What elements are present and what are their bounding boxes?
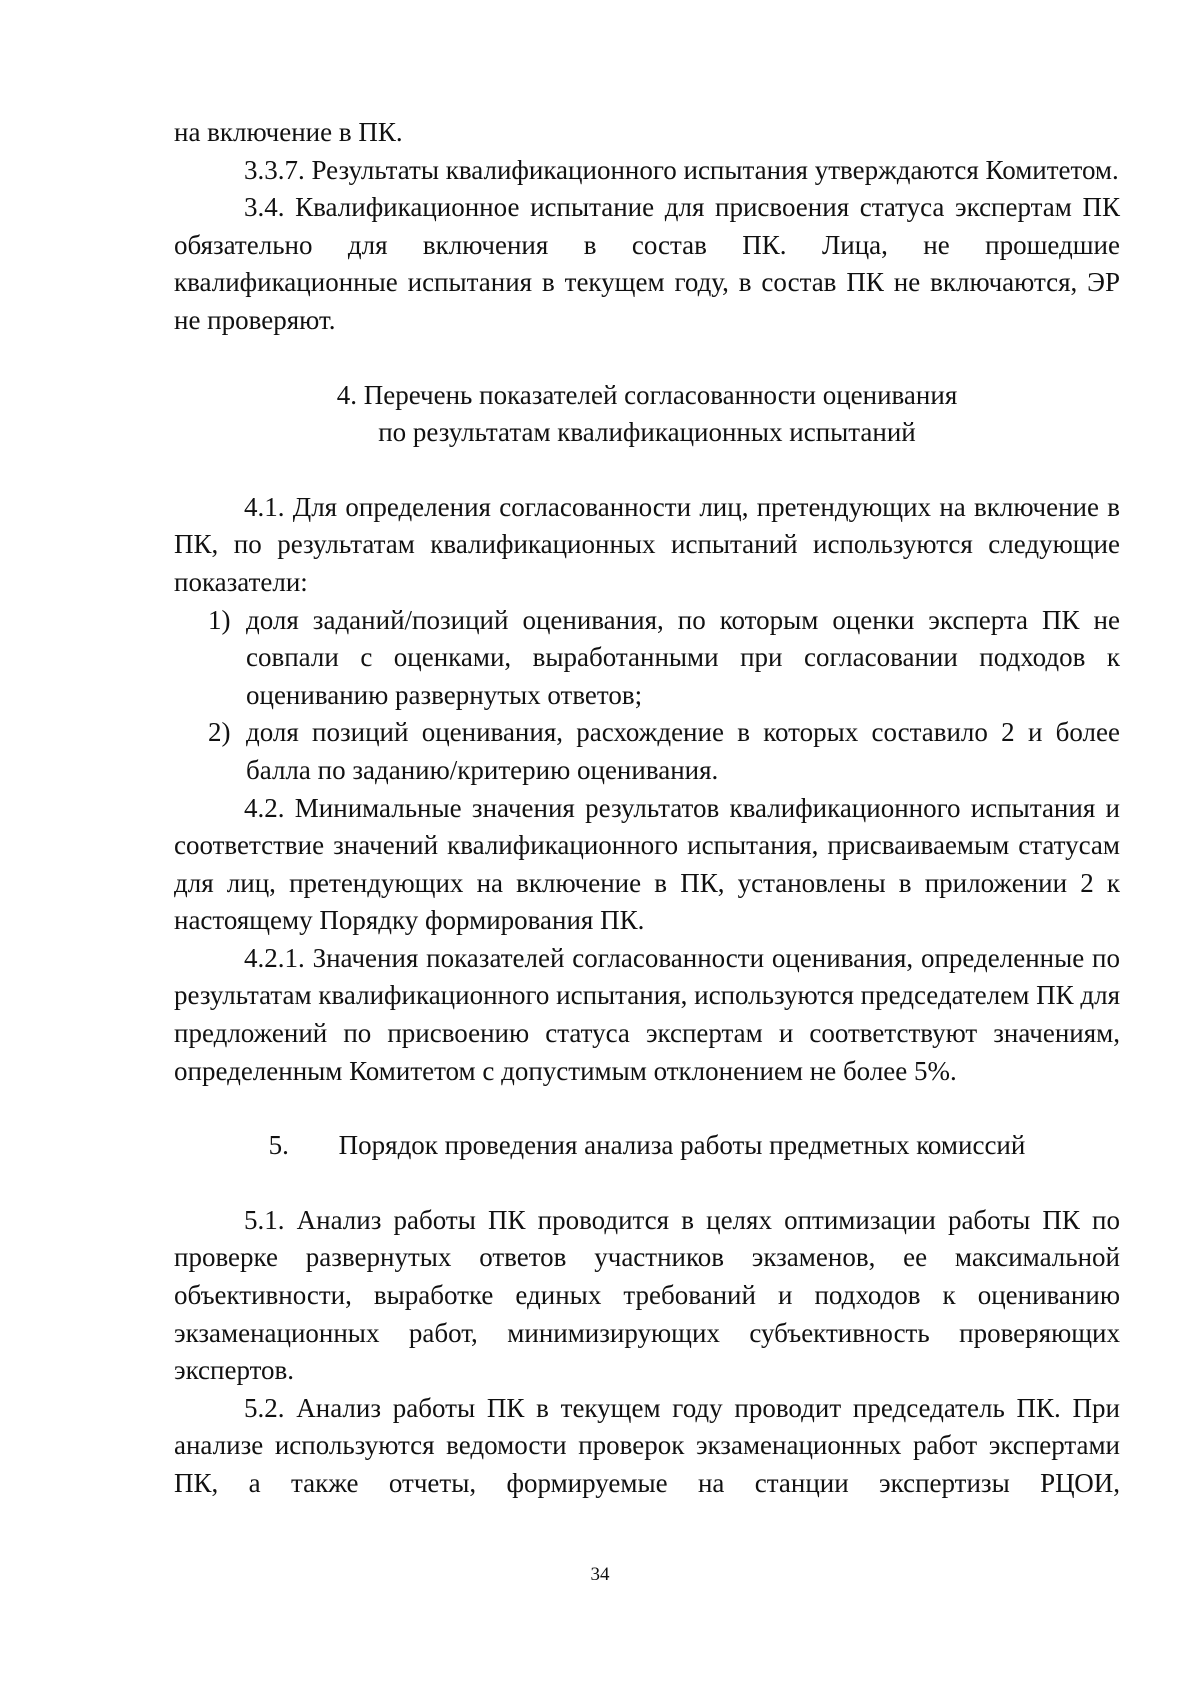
list-item-marker: 2) <box>208 717 231 748</box>
paragraph-intro-tail: на включение в ПК. <box>174 117 403 147</box>
paragraph-5-2: 5.2. Анализ работы ПК в текущем году проводит председатель ПК. При анализе используются ведомости проверок экзаменационных работ экспертами ПК, а также отчеты, формируемые на станции экспертизы РЦОИ, <box>174 1392 1120 1498</box>
list-item <box>174 602 1120 715</box>
paragraph-4-1: 4.1. Для определения согласованности лиц, претендующих на включение в ПК, по результатам квалификационных испытаний используются следующие показатели: <box>174 491 1120 597</box>
list-item-marker: 1) <box>208 604 231 635</box>
section-5-number: 5. <box>268 1130 289 1161</box>
list-item-text: доля заданий/позиций оценивания, по которым оценки эксперта ПК не совпали с оценками, выработанными при согласовании подходов к оцениванию развернутых ответов; <box>246 604 1120 710</box>
section-5-heading <box>174 1127 1120 1165</box>
page-body <box>174 114 1120 1503</box>
section-4-heading <box>174 377 1120 452</box>
list-item-text: доля позиций оценивания, расхождение в которых составило 2 и более балла по заданию/критерию оценивания. <box>246 717 1120 785</box>
section-5-title: Порядок проведения анализа работы предметных комиссий <box>338 1130 1026 1161</box>
paragraph-3-4: 3.4. Квалификационное испытание для присвоения статуса экспертам ПК обязательно для включения в состав ПК. Лица, не прошедшие квалификационные испытания в текущем году, в состав ПК не включаются, ЭР не проверяют. <box>174 192 1120 335</box>
list-item <box>174 714 1120 789</box>
paragraph-4-2: 4.2. Минимальные значения результатов квалификационного испытания и соответствие значений квалификационного испытания, присваиваемым статусам для лиц, претендующих на включение в ПК, установлены в приложении 2 к настоящему Порядку формирования ПК. <box>174 792 1120 936</box>
section-4-heading-line-1: 4. Перечень показателей согласованности оценивания <box>336 379 958 410</box>
indicator-list <box>174 602 1120 790</box>
paragraph-5-1: 5.1. Анализ работы ПК проводится в целях оптимизации работы ПК по проверке развернутых ответов участников экзаменов, ее максимальной объективности, выработке единых требований и подходов к оцениванию экзаменационных работ, минимизирующих субъективность проверяющих экспертов. <box>174 1204 1120 1386</box>
section-4-heading-line-2: по результатам квалификационных испытаний <box>378 417 916 448</box>
paragraph-4-2-1: 4.2.1. Значения показателей согласованности оценивания, определенные по результатам квалификационного испытания, используются председателем ПК для предложений по присвоению статуса экспертам и соответствуют значениям, определенным Комитетом с допустимым отклонением не более 5%. <box>174 942 1120 1086</box>
page-number: 34 <box>590 1564 610 1585</box>
paragraph-3-3-7: 3.3.7. Результаты квалификационного испытания утверждаются Комитетом. <box>244 154 1119 185</box>
